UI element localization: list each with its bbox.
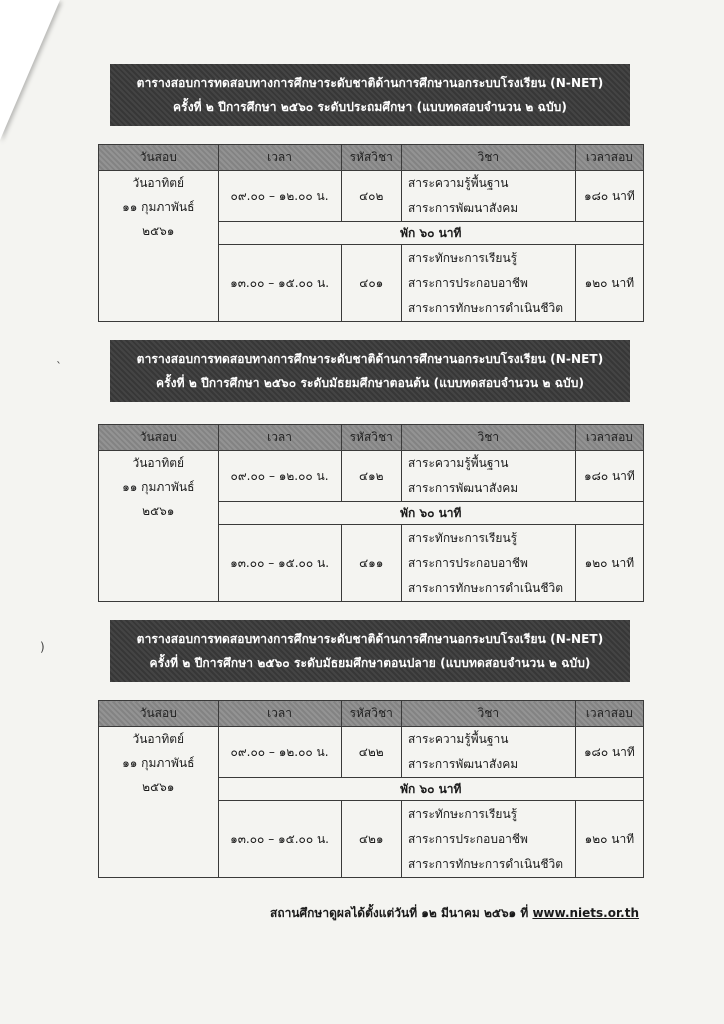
section-title-line2: ครั้งที่ ๒ ปีการศึกษา ๒๕๖๐ ระดับมัธยมศึกษาตอนปลาย (แบบทดสอบจำนวน ๒ ฉบับ) xyxy=(149,656,591,670)
subject-item: สาระการทักษะการดำเนินชีวิต xyxy=(407,580,564,595)
section-title-line1: ตารางสอบการทดสอบทางการศึกษาระดับชาติด้านการศึกษานอกระบบโรงเรียน (N-NET) xyxy=(136,632,604,646)
afternoon-duration: ๑๒๐ นาที xyxy=(575,525,643,602)
break-cell: พัก ๖๐ นาที xyxy=(218,222,643,245)
afternoon-code: ๔๐๑ xyxy=(341,245,401,322)
subject-item: สาระทักษะการเรียนรู้ xyxy=(407,250,518,265)
section-title-line2: ครั้งที่ ๒ ปีการศึกษา ๒๕๖๐ ระดับประถมศึกษา (แบบทดสอบจำนวน ๒ ฉบับ) xyxy=(173,100,567,114)
morning-time: ๐๙.๐๐ – ๑๒.๐๐ น. xyxy=(218,451,341,502)
exam-date-day: วันอาทิตย์ xyxy=(132,456,185,470)
break-cell: พัก ๖๐ นาที xyxy=(218,502,643,525)
morning-duration: ๑๘๐ นาที xyxy=(575,727,643,778)
niets-website-link[interactable]: www.niets.or.th xyxy=(532,906,640,920)
exam-date-month: ๑๑ กุมภาพันธ์ xyxy=(122,200,195,214)
header-duration: เวลาสอบ xyxy=(575,145,643,171)
header-code: รหัสวิชา xyxy=(341,425,401,451)
exam-date-year: ๒๕๖๑ xyxy=(142,780,175,794)
section-title-banner xyxy=(110,620,630,682)
header-code: รหัสวิชา xyxy=(341,701,401,727)
results-footer xyxy=(270,904,639,923)
header-time: เวลา xyxy=(218,701,341,727)
table-row-morning xyxy=(99,727,644,778)
exam-date-day: วันอาทิตย์ xyxy=(132,176,185,190)
subject-item: สาระการประกอบอาชีพ xyxy=(407,555,528,570)
morning-subjects xyxy=(401,171,575,222)
subject-item: สาระการพัฒนาสังคม xyxy=(407,481,519,495)
header-subject: วิชา xyxy=(401,425,575,451)
page-fold-corner xyxy=(0,0,60,140)
header-date: วันสอบ xyxy=(99,145,219,171)
exam-date-year: ๒๕๖๑ xyxy=(142,224,175,238)
footer-text: สถานศึกษาดูผลได้ตั้งแต่วันที่ ๑๒ มีนาคม ๒๕๖๑ ที่ xyxy=(270,906,533,920)
table-header-row xyxy=(99,145,644,171)
scan-mark: ` xyxy=(56,360,62,374)
afternoon-time: ๑๓.๐๐ – ๑๕.๐๐ น. xyxy=(218,525,341,602)
subject-item: สาระความรู้พื้นฐาน xyxy=(407,176,509,190)
header-duration: เวลาสอบ xyxy=(575,425,643,451)
morning-code: ๔๐๒ xyxy=(341,171,401,222)
exam-date-day: วันอาทิตย์ xyxy=(132,732,185,746)
section-title-line2: ครั้งที่ ๒ ปีการศึกษา ๒๕๖๐ ระดับมัธยมศึกษาตอนต้น (แบบทดสอบจำนวน ๒ ฉบับ) xyxy=(155,376,585,390)
afternoon-subjects xyxy=(401,525,575,602)
exam-date-month: ๑๑ กุมภาพันธ์ xyxy=(122,756,195,770)
exam-schedule-table xyxy=(98,144,644,322)
subject-item: สาระทักษะการเรียนรู้ xyxy=(407,806,518,821)
afternoon-duration: ๑๒๐ นาที xyxy=(575,801,643,878)
subject-item: สาระการพัฒนาสังคม xyxy=(407,757,519,771)
header-code: รหัสวิชา xyxy=(341,145,401,171)
afternoon-subjects xyxy=(401,245,575,322)
header-time: เวลา xyxy=(218,425,341,451)
afternoon-time: ๑๓.๐๐ – ๑๕.๐๐ น. xyxy=(218,801,341,878)
afternoon-subjects xyxy=(401,801,575,878)
scan-mark: ) xyxy=(40,640,45,654)
exam-schedule-table xyxy=(98,424,644,602)
subject-item: สาระการประกอบอาชีพ xyxy=(407,831,528,846)
header-date: วันสอบ xyxy=(99,425,219,451)
morning-duration: ๑๘๐ นาที xyxy=(575,171,643,222)
subject-item: สาระการทักษะการดำเนินชีวิต xyxy=(407,300,564,315)
table-header-row xyxy=(99,425,644,451)
morning-time: ๐๙.๐๐ – ๑๒.๐๐ น. xyxy=(218,727,341,778)
exam-date-cell xyxy=(99,727,219,878)
subject-item: สาระความรู้พื้นฐาน xyxy=(407,732,509,746)
exam-date-cell xyxy=(99,451,219,602)
subject-item: สาระความรู้พื้นฐาน xyxy=(407,456,509,470)
header-date: วันสอบ xyxy=(99,701,219,727)
section-title-banner xyxy=(110,340,630,402)
morning-subjects xyxy=(401,451,575,502)
subject-item: สาระการทักษะการดำเนินชีวิต xyxy=(407,856,564,871)
section-title-banner xyxy=(110,64,630,126)
section-title-line1: ตารางสอบการทดสอบทางการศึกษาระดับชาติด้านการศึกษานอกระบบโรงเรียน (N-NET) xyxy=(136,76,604,90)
table-header-row xyxy=(99,701,644,727)
morning-duration: ๑๘๐ นาที xyxy=(575,451,643,502)
afternoon-code: ๔๑๑ xyxy=(341,525,401,602)
subject-item: สาระการประกอบอาชีพ xyxy=(407,275,528,290)
header-time: เวลา xyxy=(218,145,341,171)
exam-date-cell xyxy=(99,171,219,322)
section-title-line1: ตารางสอบการทดสอบทางการศึกษาระดับชาติด้านการศึกษานอกระบบโรงเรียน (N-NET) xyxy=(136,352,604,366)
subject-item: สาระทักษะการเรียนรู้ xyxy=(407,530,518,545)
break-cell: พัก ๖๐ นาที xyxy=(218,778,643,801)
table-row-morning xyxy=(99,171,644,222)
afternoon-code: ๔๒๑ xyxy=(341,801,401,878)
morning-time: ๐๙.๐๐ – ๑๒.๐๐ น. xyxy=(218,171,341,222)
afternoon-time: ๑๓.๐๐ – ๑๕.๐๐ น. xyxy=(218,245,341,322)
exam-date-year: ๒๕๖๑ xyxy=(142,504,175,518)
morning-code: ๔๒๒ xyxy=(341,727,401,778)
morning-code: ๔๑๒ xyxy=(341,451,401,502)
morning-subjects xyxy=(401,727,575,778)
exam-schedule-table xyxy=(98,700,644,878)
header-subject: วิชา xyxy=(401,701,575,727)
table-row-morning xyxy=(99,451,644,502)
subject-item: สาระการพัฒนาสังคม xyxy=(407,201,519,215)
afternoon-duration: ๑๒๐ นาที xyxy=(575,245,643,322)
header-subject: วิชา xyxy=(401,145,575,171)
header-duration: เวลาสอบ xyxy=(575,701,643,727)
exam-date-month: ๑๑ กุมภาพันธ์ xyxy=(122,480,195,494)
